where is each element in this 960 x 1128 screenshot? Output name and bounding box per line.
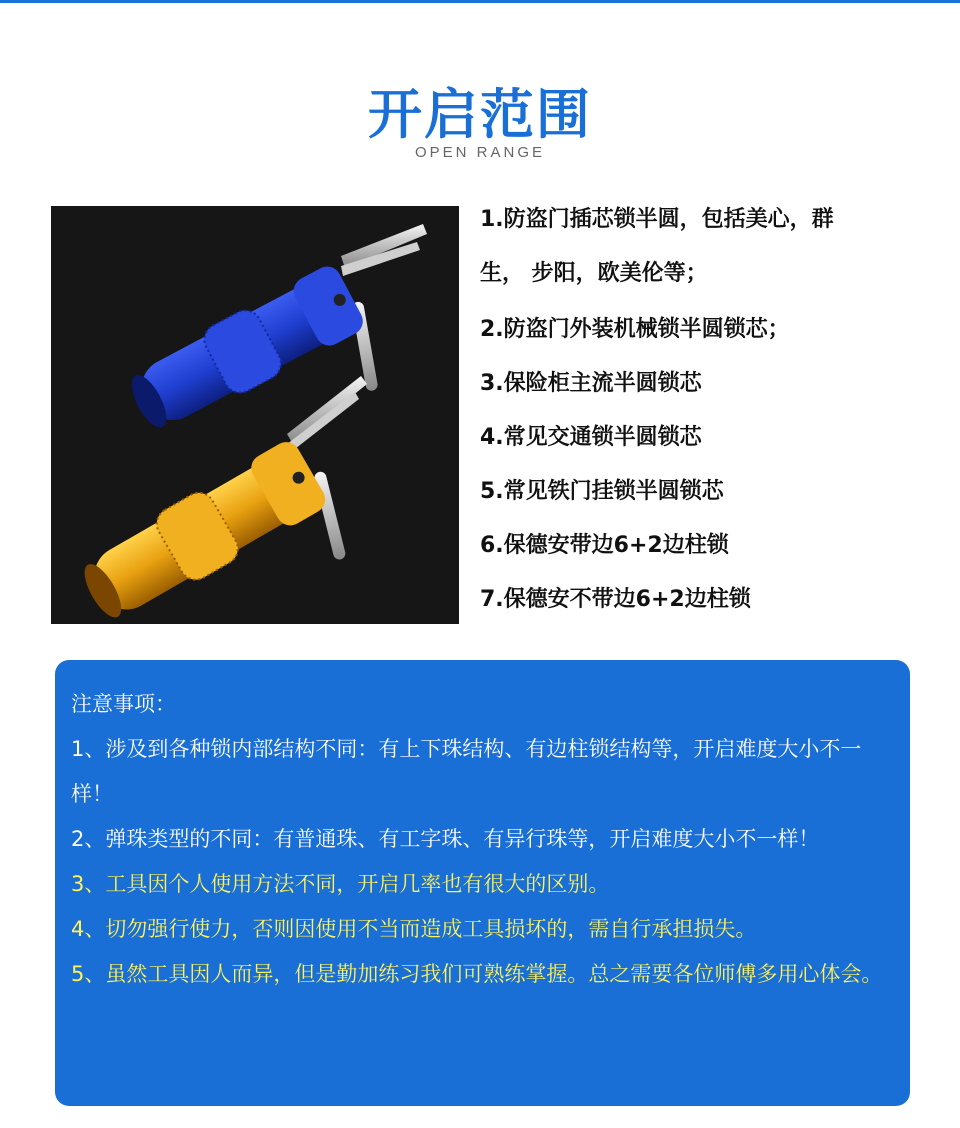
top-accent-line xyxy=(0,0,960,3)
notice-title: 注意事项： xyxy=(71,692,176,716)
range-item-4: 4.常见交通锁半圆锁芯 xyxy=(480,425,702,450)
range-item-1-line2: 生， 步阳，欧美伦等； xyxy=(480,261,708,286)
page-subtitle: OPEN RANGE xyxy=(414,144,546,161)
notice-item-4: 4、切勿强行使力，否则因使用不当而造成工具损坏的，需自行承担损失。 xyxy=(71,917,757,941)
notice-item-3: 3、工具因个人使用方法不同，开启几率也有很大的区别。 xyxy=(71,872,610,896)
notice-item-2: 2、弹珠类型的不同：有普通珠、有工字珠、有异行珠等，开启难度大小不一样！ xyxy=(71,827,820,851)
range-item-3: 3.保险柜主流半圆锁芯 xyxy=(480,371,702,396)
notice-item-1: 1、涉及到各种锁内部结构不同：有上下珠结构、有边柱锁结构等，开启难度大小不一样！ xyxy=(71,737,862,806)
range-item-6: 6.保德安带边6+2边柱锁 xyxy=(480,533,729,558)
range-item-5: 5.常见铁门挂锁半圆锁芯 xyxy=(480,479,724,504)
range-item-1-line1: 1.防盗门插芯锁半圆，包括美心，群 xyxy=(480,207,834,232)
range-item-7: 7.保德安不带边6+2边柱锁 xyxy=(480,587,751,612)
lock-tool-photo xyxy=(51,206,459,624)
range-item-2: 2.防盗门外装机械锁半圆锁芯； xyxy=(480,317,790,342)
page-title: 开启范围 xyxy=(368,83,592,146)
notice-item-5: 5、虽然工具因人而异，但是勤加练习我们可熟练掌握。总之需要各位师傅多用心体会。 xyxy=(71,962,883,986)
notice-box xyxy=(55,660,910,1106)
